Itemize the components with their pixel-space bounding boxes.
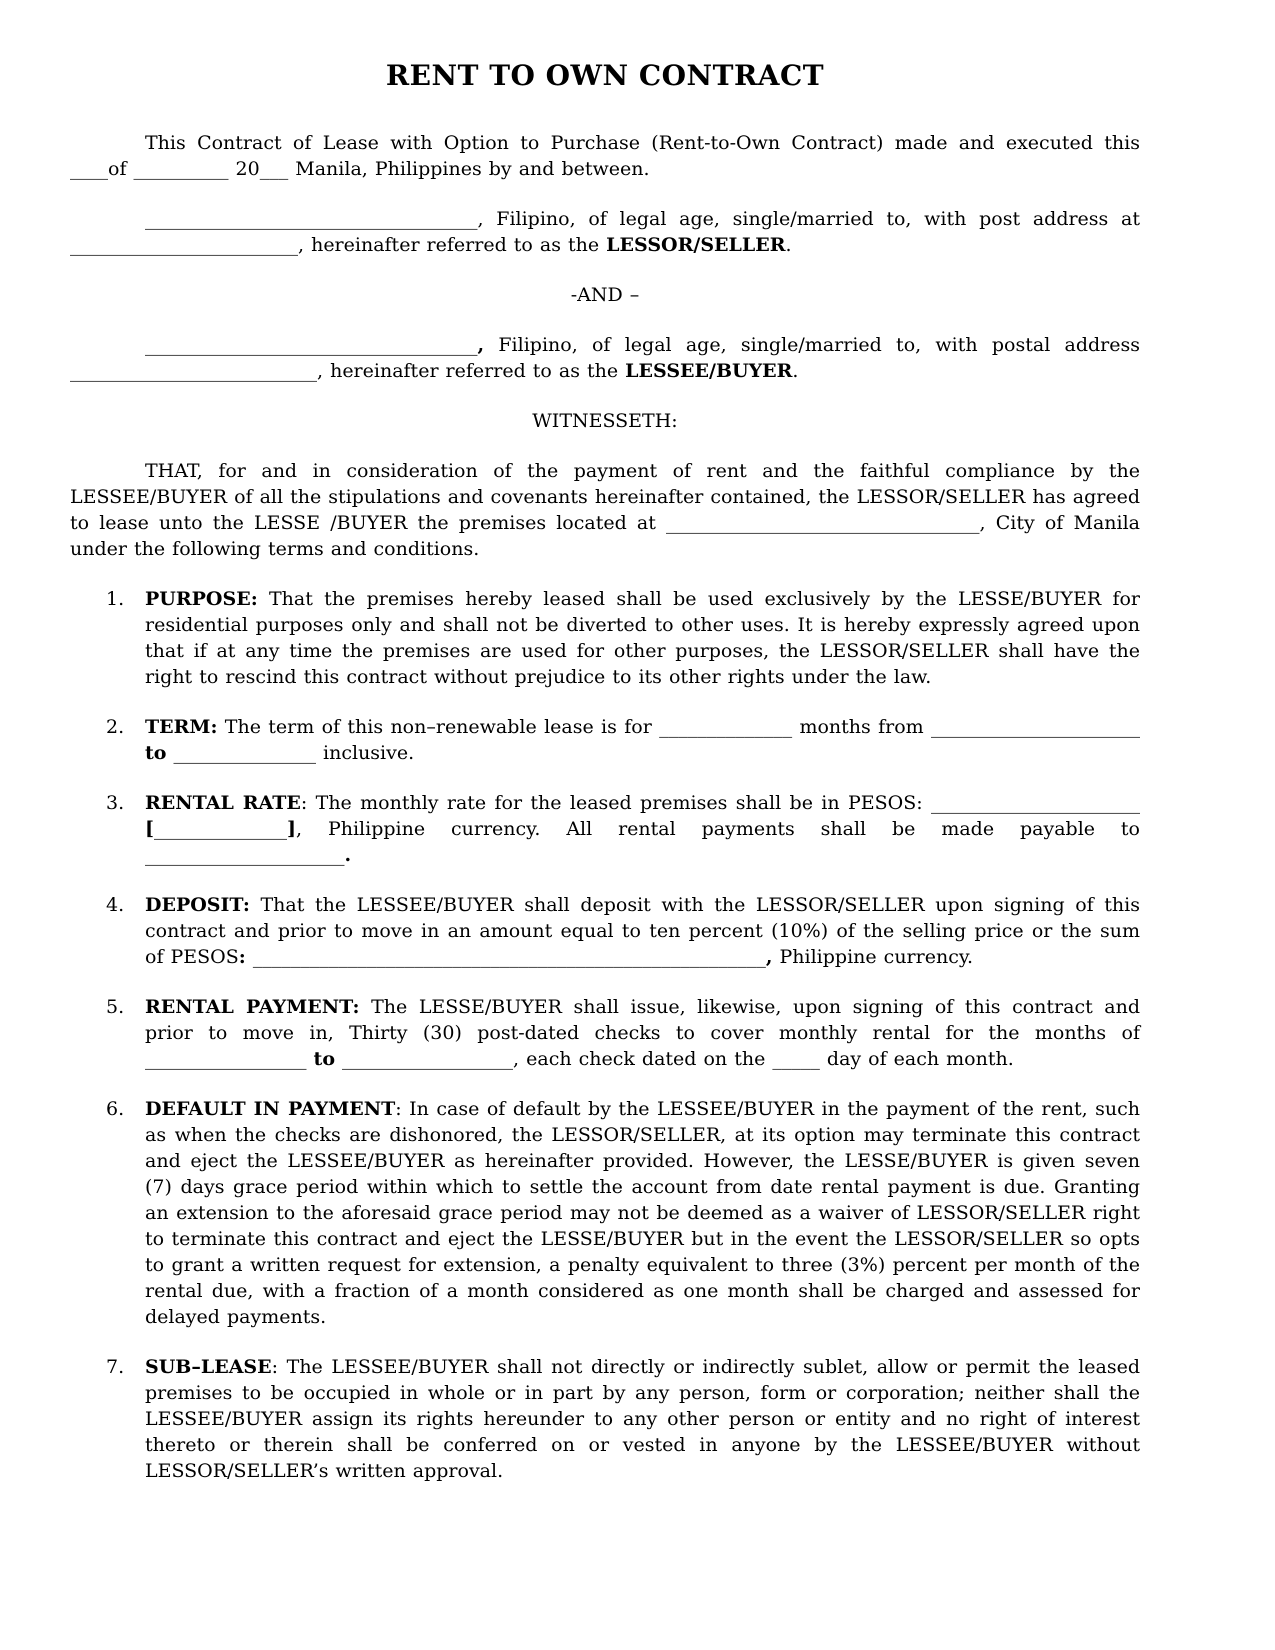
bold-text-run: , (765, 946, 773, 968)
text-run: The term of this non–renewable lease is for ______________ months from ______________________ (217, 716, 1140, 738)
text-run: . (792, 360, 799, 382)
contract-clause (70, 714, 1140, 766)
text-run: The LESSE/BUYER shall issue, likewise, upon signing of this contract and prior to move in, Thirty (30) post-dated checks to cover monthly rental for the months of _________________ (145, 996, 1140, 1070)
text-run: That the premises hereby leased shall be used exclusively by the LESSE/BUYER for residential purposes only and shall not be diverted to other uses. It is hereby expressly agreed upon that if at any time the premises are used for other purposes, the LESSOR/SELLER shall have the right to rescind this contract without prejudice to its other rights under the law. (145, 588, 1140, 688)
text-run: Philippine currency. (772, 946, 974, 968)
text-run: ___________________________________ (145, 334, 478, 356)
contract-clause (70, 1096, 1140, 1330)
clause-number: 6. (106, 1098, 125, 1120)
clause-number: 7. (106, 1356, 125, 1378)
document-title: RENT TO OWN CONTRACT (385, 59, 825, 92)
text-run: That the LESSEE/BUYER shall deposit with the LESSOR/SELLER upon signing of this contract and prior to move in an amount equal to ten percent (10%) of the selling price or the sum of PESOS (145, 894, 1140, 968)
clause-text (145, 588, 1140, 688)
clause-text (145, 716, 1140, 764)
bold-text-run: SUB–LEASE (145, 1356, 272, 1378)
paragraph (70, 206, 1140, 258)
centered-heading (70, 408, 1140, 434)
text-run: ______________ (154, 818, 287, 840)
text-run: __________________, each check dated on the _____ day of each month. (335, 1048, 1014, 1070)
centered-heading (70, 282, 1140, 308)
bold-text-run: [ (145, 818, 154, 840)
bold-text-run: RENTAL PAYMENT: (145, 996, 360, 1018)
text-run: WITNESSETH: (532, 410, 678, 432)
text-run: THAT, for and in consideration of the payment of rent and the faithful compliance by the LESSEE/BUYER of all the stipulations and covenants hereinafter contained, the LESSOR/SELLER has agreed to lease unto the LESSE /BUYER the premises located at _________________________________, City of Manila under the following terms and conditions. (70, 460, 1140, 560)
text-run: : In case of default by the LESSEE/BUYER in the payment of the rent, such as when the checks are dishonored, the LESSOR/SELLER, at its option may terminate this contract and eject the LESSEE/BUYER as hereinafter provided. However, the LESSE/BUYER is given seven (7) days grace period within which to settle the account from date rental payment is due. Granting an extension to the aforesaid grace period may not be deemed as a waiver of LESSOR/SELLER right to terminate this contract and eject the LESSE/BUYER but in the event the LESSOR/SELLER so opts to grant a written request for extension, a penalty equivalent to three (3%) percent per month of the rental due, with a fraction of a month considered as one month shall be charged and assessed for delayed payments. (145, 1098, 1140, 1328)
contract-clause (70, 994, 1140, 1072)
text-run: ______________________________________________________ (245, 946, 766, 968)
bold-text-run: LESSEE/BUYER (625, 360, 793, 382)
bold-text-run: LESSOR/SELLER (606, 234, 786, 256)
bold-text-run: RENTAL RATE (145, 792, 301, 814)
text-run: -AND – (570, 284, 640, 306)
clause-text (145, 792, 1140, 866)
clause-text (145, 1098, 1140, 1328)
paragraph (70, 332, 1140, 384)
paragraph (70, 458, 1140, 562)
bold-text-run: PURPOSE: (145, 588, 258, 610)
contract-clause (70, 790, 1140, 868)
bold-text-run: , (477, 334, 485, 356)
document-body (70, 130, 1140, 1484)
bold-text-run: to (313, 1048, 335, 1070)
text-run: Filipino, of legal age, single/married to, with postal address __________________________, hereinafter referred to as the (70, 334, 1140, 382)
clause-number: 2. (106, 716, 125, 738)
paragraph (70, 130, 1140, 182)
bold-text-run: TERM: (145, 716, 218, 738)
bold-text-run: : (238, 946, 246, 968)
clause-text (145, 1356, 1140, 1482)
bold-text-run: . (344, 844, 352, 866)
contract-clause (70, 1354, 1140, 1484)
clause-number: 4. (106, 894, 125, 916)
clause-number: 3. (106, 792, 125, 814)
text-run: : The monthly rate for the leased premises shall be in PESOS: ______________________ (300, 792, 1140, 814)
text-run: This Contract of Lease with Option to Purchase (Rent-to-Own Contract) made and executed this ____of __________ 20___ Manila, Philippines by and between. (70, 132, 1140, 180)
contract-clause (70, 892, 1140, 970)
text-run: ___________________________________, Filipino, of legal age, single/married to, with post address at ________________________, hereinafter referred to as the (70, 208, 1140, 256)
bold-text-run: ] (287, 818, 296, 840)
bold-text-run: DEFAULT IN PAYMENT (145, 1098, 396, 1120)
text-run: _______________ inclusive. (166, 742, 415, 764)
clause-number: 1. (106, 588, 125, 610)
bold-text-run: DEPOSIT: (145, 894, 250, 916)
clause-number: 5. (106, 996, 125, 1018)
clause-text (145, 996, 1140, 1070)
clause-text (145, 894, 1140, 968)
text-run: . (785, 234, 792, 256)
text-run: , Philippine currency. All rental payments shall be made payable to _____________________ (145, 818, 1140, 866)
contract-clause (70, 586, 1140, 690)
bold-text-run: to (145, 742, 167, 764)
text-run: : The LESSEE/BUYER shall not directly or indirectly sublet, allow or permit the leased premises to be occupied in whole or in part by any person, form or corporation; neither shall the LESSEE/BUYER assign its rights hereunder to any other person or entity and no right of interest thereto or therein shall be conferred on or vested in anyone by the LESSEE/BUYER without LESSOR/SELLER’s written approval. (145, 1356, 1140, 1482)
